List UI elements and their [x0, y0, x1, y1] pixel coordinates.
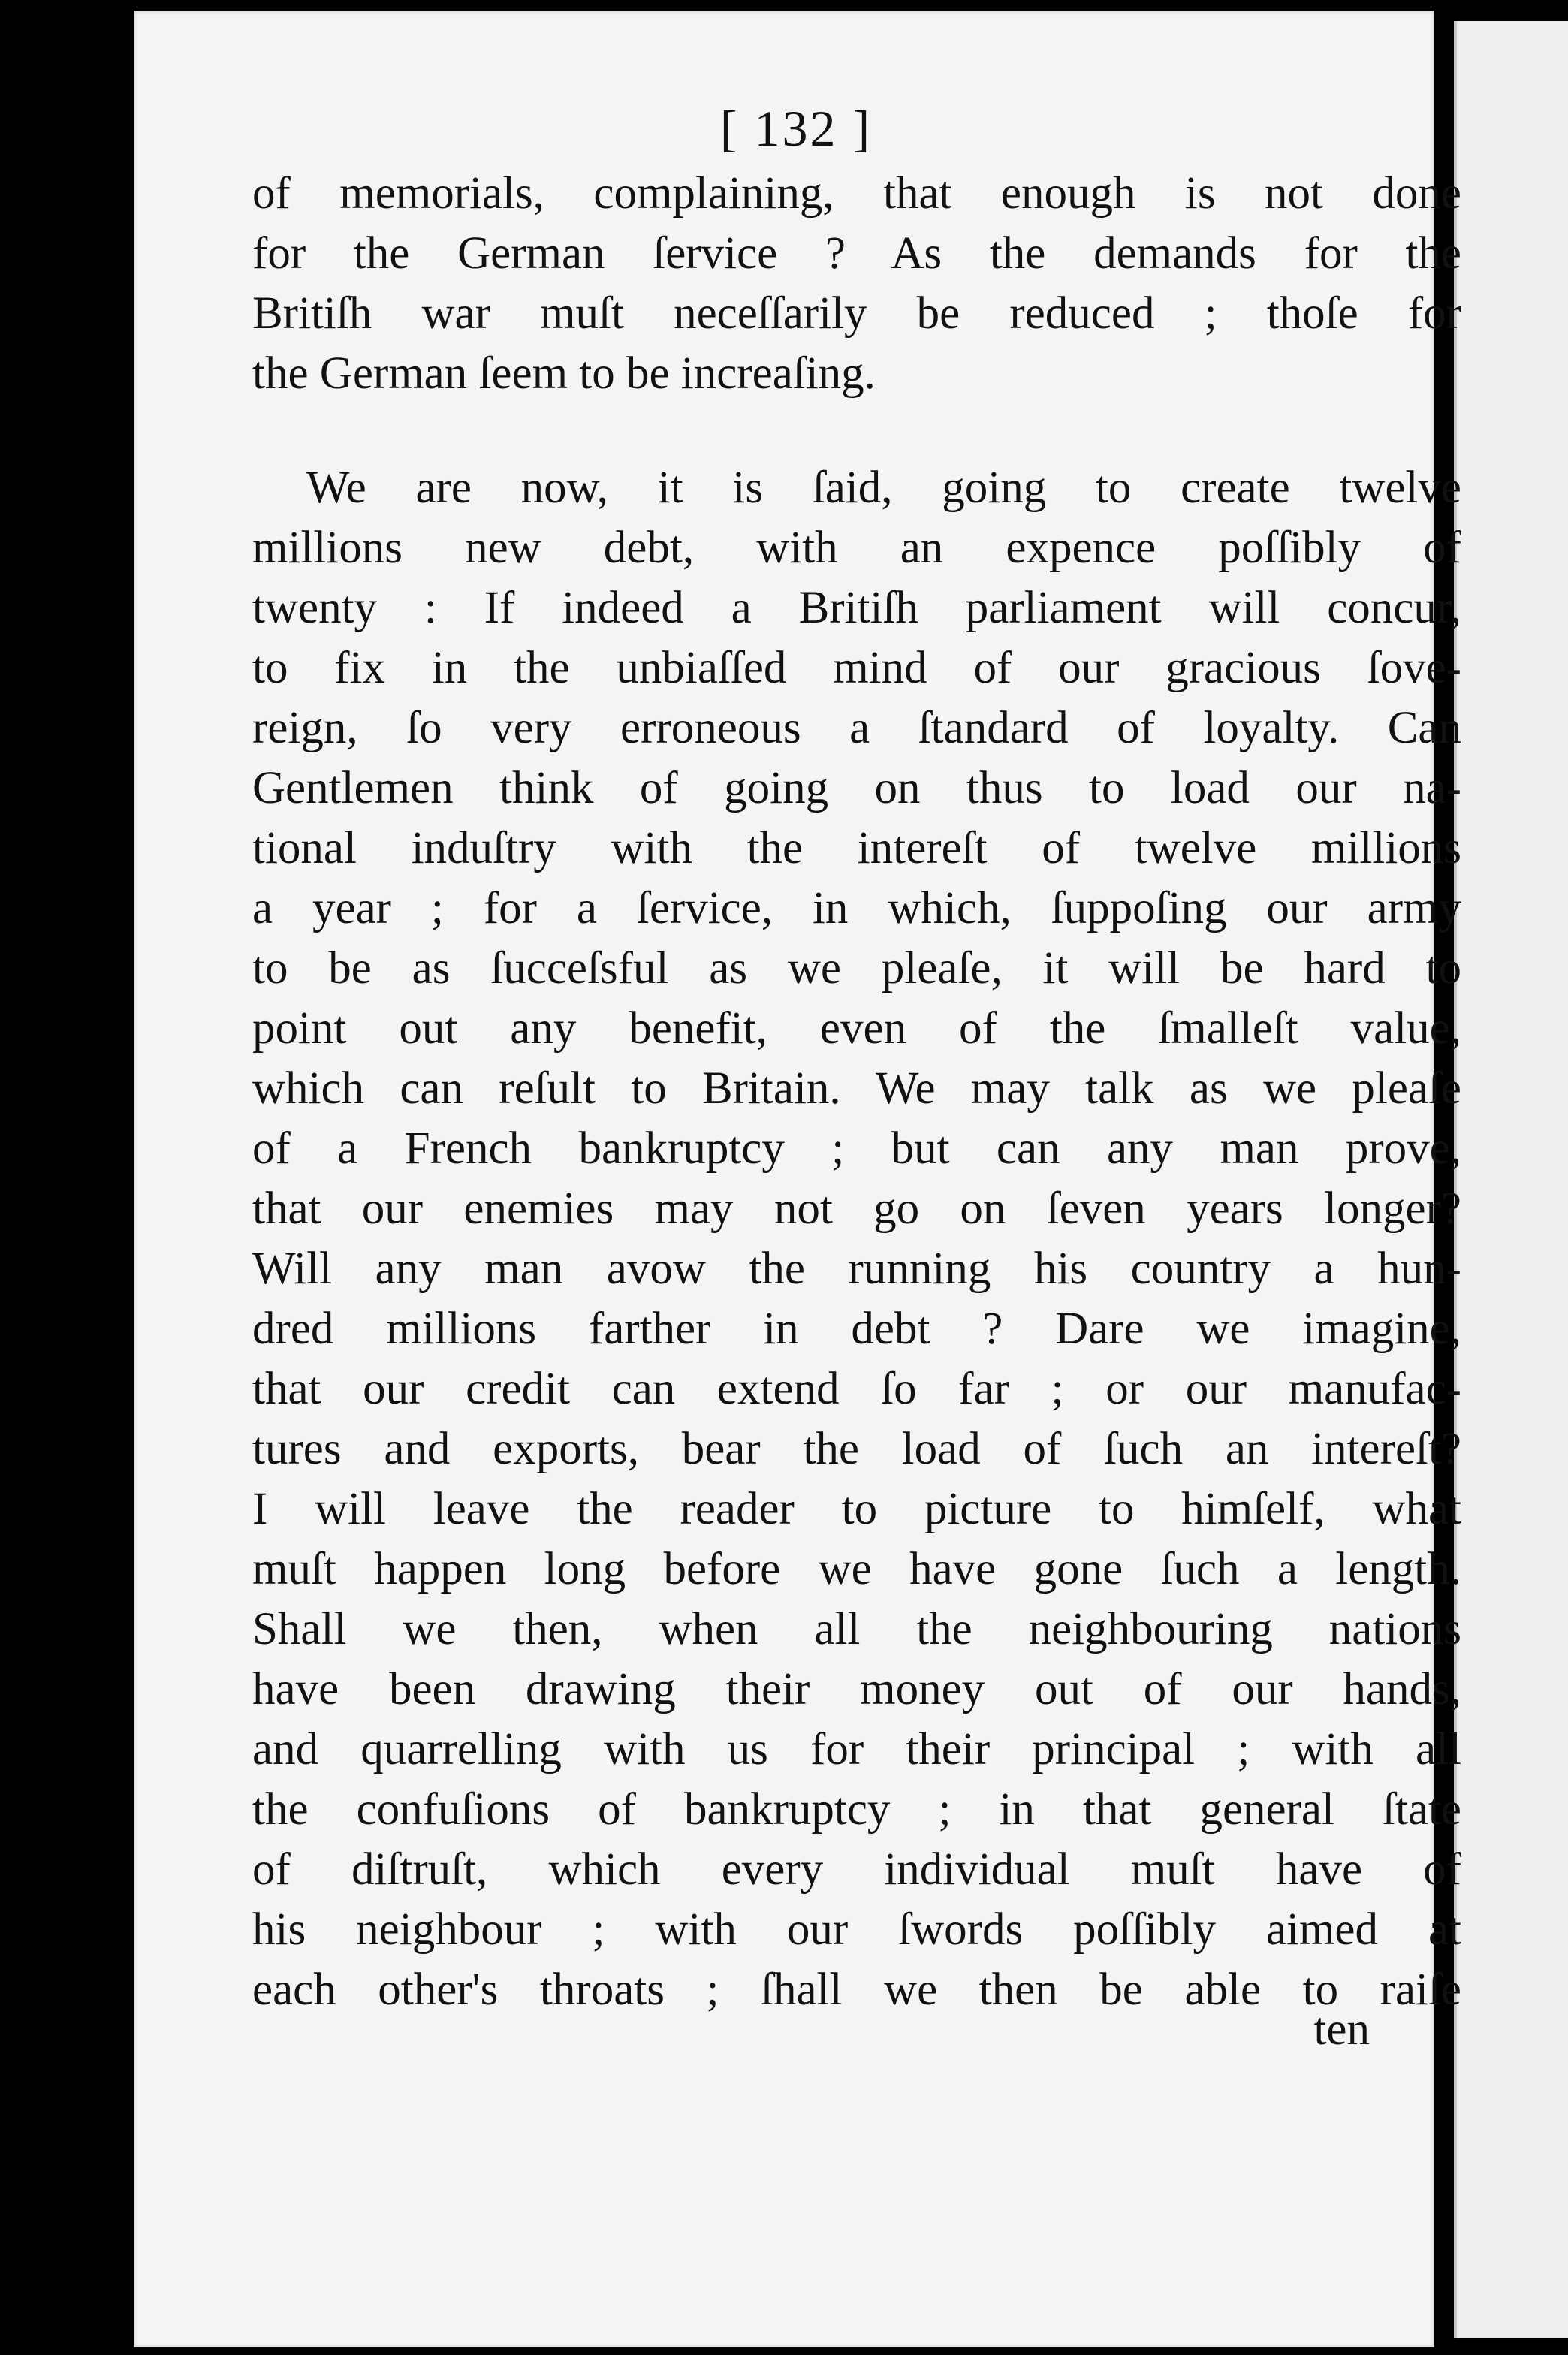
paragraph-gap [252, 404, 1461, 458]
text-line: tional induſtry with the intereſt of twelve millions [252, 823, 1461, 873]
text-line: which can reſult to Britain. We may talk as we pleaſe [252, 1063, 1461, 1114]
book-page [134, 11, 1461, 2347]
paragraph-2 [252, 458, 1461, 2020]
text-line: his neighbour ; with our ſwords poſſibly aimed at [252, 1904, 1461, 1955]
text-line: a year ; for a ſervice, in which, ſuppoſing our army [252, 883, 1461, 933]
text-line: of memorials, complaining, that enough is not done [252, 168, 1461, 219]
text-line: reign, ſo very erroneous a ſtandard of loyalty. Can [252, 703, 1461, 753]
text-line: that our credit can extend ſo far ; or our manufac- [252, 1364, 1461, 1414]
text-line: Will any man avow the running his country a hun- [252, 1244, 1461, 1294]
text-line: that our enemies may not go on ſeven years longer? [252, 1184, 1461, 1234]
text-line: dred millions farther in debt ? Dare we imagine, [252, 1304, 1461, 1354]
text-line: muſt happen long before we have gone ſuch a length. [252, 1544, 1461, 1594]
text-line: the German ſeem to be increaſing. [252, 348, 876, 399]
text-line: point out any benefit, even of the ſmalleſt value, [252, 1003, 1461, 1054]
text-line: of diſtruſt, which every individual muſt have of [252, 1844, 1461, 1895]
text-line: for the German ſervice ? As the demands for the [252, 228, 1461, 279]
text-line: have been drawing their money out of our hands, [252, 1664, 1461, 1714]
text-line: to be as ſucceſsful as we pleaſe, it will be hard to [252, 943, 1461, 994]
text-line: of a French bankruptcy ; but can any man prove, [252, 1123, 1461, 1174]
text-line: tures and exports, bear the load of ſuch an intereſt? [252, 1424, 1461, 1474]
text-line: I will leave the reader to picture to himſelf, what [252, 1484, 1461, 1534]
paragraph-1 [252, 164, 1461, 404]
body-text [252, 164, 1461, 2020]
text-line: millions new debt, with an expence poſſibly of [252, 523, 1461, 573]
text-line: the confuſions of bankruptcy ; in that general ſtate [252, 1784, 1461, 1835]
text-line: Britiſh war muſt neceſſarily be reduced ; thoſe for [252, 288, 1461, 339]
catchword: ten [1313, 2004, 1370, 2055]
text-line: to fix in the unbiaſſed mind of our gracious ſove- [252, 643, 1461, 693]
text-line: Gentlemen think of going on thus to load our na- [252, 763, 1461, 813]
text-line: twenty : If indeed a Britiſh parliament will concur, [252, 583, 1461, 633]
page-number: [ 132 ] [719, 100, 873, 157]
text-line: We are now, it is ſaid, going to create twelve [306, 463, 1461, 513]
facing-page-edge [1454, 21, 1568, 2338]
text-line: Shall we then, when all the neighbouring nations [252, 1604, 1461, 1654]
text-line: each other's throats ; ſhall we then be able to raiſe [252, 1965, 1461, 2015]
text-line: and quarrelling with us for their principal ; with all [252, 1724, 1461, 1775]
